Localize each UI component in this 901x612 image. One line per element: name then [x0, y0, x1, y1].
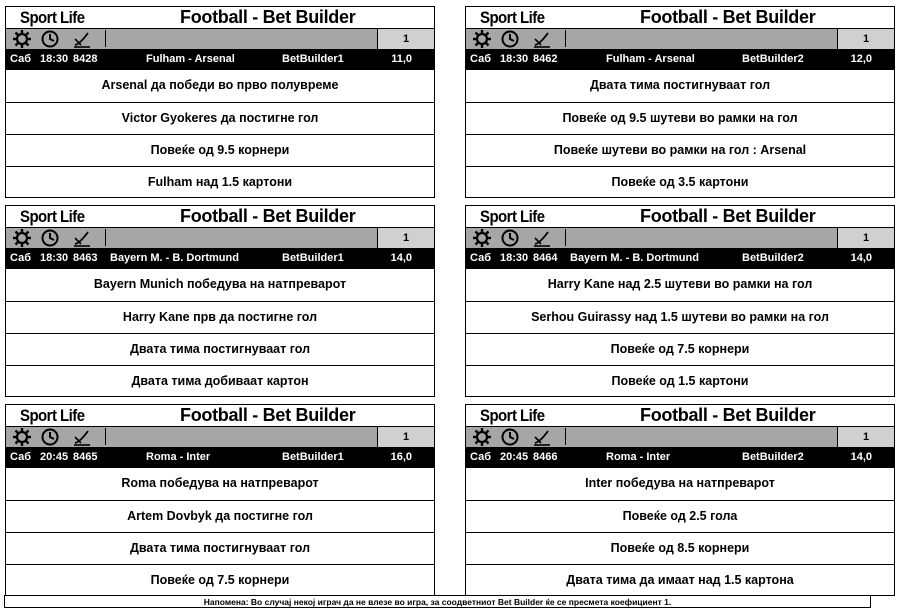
selection-row: Повеќе од 3.5 картони [466, 166, 894, 198]
match-teams: Fulham - Arsenal [606, 53, 695, 65]
bet-builder-card [5, 205, 435, 397]
icon-row [466, 427, 894, 447]
footnote: Напомена: Во случај некој играч да не влезе во игра, за соодветниот Bet Builder ќе се пресмета коефициент 1. [4, 595, 871, 608]
match-code: 8466 [533, 451, 558, 463]
selection-row: Harry Kane над 2.5 шутеви во рамки на гол [547, 277, 813, 291]
match-teams: Roma - Inter [606, 451, 671, 463]
combination-count: 1 [837, 427, 894, 447]
betting-slip-icon [532, 428, 552, 446]
combination-count: 1 [837, 228, 894, 248]
builder-label: BetBuilder1 [282, 252, 344, 264]
builder-label: BetBuilder2 [742, 53, 804, 65]
match-day: Саб [470, 451, 491, 463]
match-time: 18:30 [40, 53, 69, 65]
clock-icon [500, 229, 520, 247]
card-title: Football - Bet Builder [180, 405, 356, 425]
match-info-bar [466, 49, 894, 70]
odds-value: 14,0 [850, 451, 872, 463]
selection-row: Повеќе од 7.5 корнери [6, 564, 434, 596]
match-code: 8462 [533, 53, 558, 65]
brand-logo: Sport Life [480, 406, 545, 425]
match-time: 18:30 [40, 252, 69, 264]
highlight-bar [105, 30, 386, 47]
icon-row [6, 427, 434, 447]
betting-slip-icon [72, 229, 92, 247]
selection-row: Victor Gyokeres да постигне гол [6, 102, 434, 134]
highlight-bar [105, 428, 386, 445]
selection-row: Двата тима постигнуваат гол [589, 78, 771, 92]
match-info-bar [466, 248, 894, 269]
selection-row: Двата тима да имаат над 1.5 картона [466, 564, 894, 596]
football-icon [472, 229, 492, 247]
odds-value: 11,0 [391, 53, 412, 65]
card-header [466, 405, 894, 427]
clock-icon [40, 428, 60, 446]
brand-logo: Sport Life [20, 8, 85, 27]
football-icon [12, 229, 32, 247]
icon-row [466, 29, 894, 49]
match-teams: Bayern M. - B. Dortmund [110, 252, 239, 264]
card-title: Football - Bet Builder [640, 206, 816, 226]
betting-slip-icon [72, 30, 92, 48]
match-teams: Fulham - Arsenal [146, 53, 235, 65]
combination-count: 1 [377, 427, 434, 447]
card-title: Football - Bet Builder [180, 7, 356, 27]
match-code: 8428 [73, 53, 98, 65]
combination-count: 1 [837, 29, 894, 49]
icon-row [6, 228, 434, 248]
selection-row: Повеќе од 7.5 корнери [466, 333, 894, 365]
builder-label: BetBuilder1 [282, 451, 344, 463]
card-title: Football - Bet Builder [180, 206, 356, 226]
odds-value: 12,0 [850, 53, 872, 65]
football-icon [12, 428, 32, 446]
bet-builder-card [5, 6, 435, 198]
builder-label: BetBuilder2 [742, 252, 804, 264]
card-title: Football - Bet Builder [640, 405, 816, 425]
highlight-bar [565, 229, 846, 246]
card-header [6, 405, 434, 427]
bet-builder-card [465, 205, 895, 397]
match-time: 18:30 [500, 53, 529, 65]
selection-row: Двата тима постигнуваат гол [6, 532, 434, 564]
selection-row: Повеќе од 9.5 шутеви во рамки на гол [466, 102, 894, 134]
match-info-bar [6, 447, 434, 468]
card-header [6, 206, 434, 228]
brand-logo: Sport Life [20, 406, 85, 425]
icon-row [466, 228, 894, 248]
clock-icon [40, 30, 60, 48]
brand-logo: Sport Life [480, 207, 545, 226]
selection-row: Inter победува на натпреварот [585, 476, 775, 490]
match-time: 18:30 [500, 252, 529, 264]
builder-label: BetBuilder1 [282, 53, 344, 65]
match-info-bar [6, 248, 434, 269]
match-day: Саб [10, 252, 31, 264]
match-time: 20:45 [500, 451, 529, 463]
football-icon [472, 428, 492, 446]
match-time: 20:45 [40, 451, 69, 463]
selection-row: Повеќе од 9.5 корнери [6, 134, 434, 166]
match-code: 8463 [73, 252, 98, 264]
match-day: Саб [10, 53, 31, 65]
selection-row: Serhou Guirassy над 1.5 шутеви во рамки на гол [466, 301, 894, 333]
selection-row: Harry Kane прв да постигне гол [6, 301, 434, 333]
highlight-bar [105, 229, 386, 246]
bet-builder-card [465, 6, 895, 198]
odds-value: 16,0 [390, 451, 412, 463]
highlight-bar [565, 428, 846, 445]
odds-value: 14,0 [850, 252, 872, 264]
match-day: Саб [470, 252, 491, 264]
selection-row: Повеќе шутеви во рамки на гол : Arsenal [466, 134, 894, 166]
betting-slip-icon [532, 229, 552, 247]
football-icon [12, 30, 32, 48]
icon-row [6, 29, 434, 49]
selection-row: Двата тима постигнуваат гол [6, 333, 434, 365]
match-day: Саб [10, 451, 31, 463]
match-code: 8464 [533, 252, 558, 264]
brand-logo: Sport Life [480, 8, 545, 27]
selection-row: Roma победува на натпреварот [121, 476, 319, 490]
selection-row: Повеќе од 2.5 гола [466, 500, 894, 532]
clock-icon [500, 428, 520, 446]
betting-slip-icon [532, 30, 552, 48]
football-icon [472, 30, 492, 48]
odds-value: 14,0 [390, 252, 412, 264]
clock-icon [500, 30, 520, 48]
match-info-bar [466, 447, 894, 468]
selection-row: Повеќе од 8.5 корнери [466, 532, 894, 564]
selection-row: Bayern Munich победува на натпреварот [93, 277, 347, 291]
card-title: Football - Bet Builder [640, 7, 816, 27]
match-code: 8465 [73, 451, 98, 463]
selection-row: Повеќе од 1.5 картони [466, 365, 894, 397]
bet-builder-card [5, 404, 435, 596]
match-teams: Bayern M. - B. Dortmund [570, 252, 699, 264]
selection-row: Artem Dovbyk да постигне гол [6, 500, 434, 532]
selection-row: Arsenal да победи во прво полувреме [101, 78, 339, 92]
combination-count: 1 [377, 228, 434, 248]
clock-icon [40, 229, 60, 247]
match-day: Саб [470, 53, 491, 65]
selection-row: Fulham над 1.5 картони [6, 166, 434, 198]
combination-count: 1 [377, 29, 434, 49]
brand-logo: Sport Life [20, 207, 85, 226]
betting-slip-icon [72, 428, 92, 446]
card-header [6, 7, 434, 29]
match-info-bar [6, 49, 434, 70]
bet-builder-card [465, 404, 895, 596]
match-teams: Roma - Inter [146, 451, 211, 463]
card-header [466, 206, 894, 228]
card-header [466, 7, 894, 29]
highlight-bar [565, 30, 846, 47]
builder-label: BetBuilder2 [742, 451, 804, 463]
selection-row: Двата тима добиваат картон [6, 365, 434, 397]
